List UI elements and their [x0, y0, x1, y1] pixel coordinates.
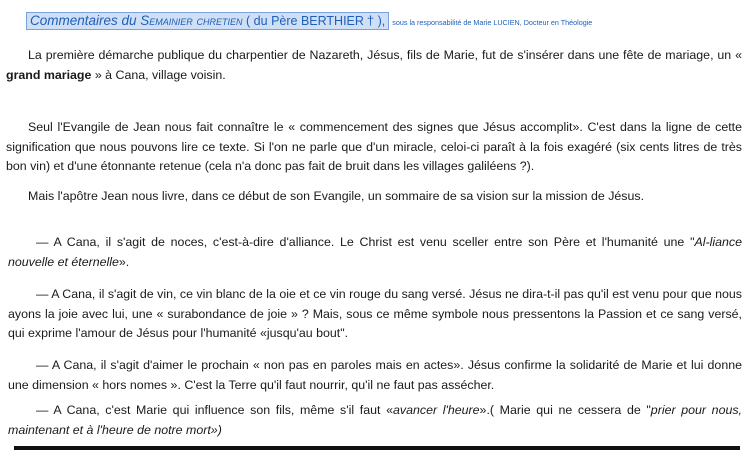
- list-item-noces: — A Cana, il s'agit de noces, c'est-à-dire d'alliance. Le Christ est venu sceller entre son Père et l'humanité une "Al-liance nouvelle et éternelle».: [8, 235, 742, 269]
- header-title: Commentaires du Semainier chretien ( du Père BERTHIER † ),: [26, 12, 389, 30]
- header-note: sous la responsabilité de Marie LUCIEN, Docteur en Théologie: [392, 18, 593, 27]
- cross-icon: †: [366, 13, 375, 28]
- header-author: Père BERTHIER: [271, 14, 364, 28]
- list-item-prochain: — A Cana, il s'agit d'aimer le prochain « non pas en paroles mais en actes». Jésus confirme la solidarité de Marie et lui donne une dimension « hors nomes ». C'est la Terre qu'il faut nourrir, qu'il ne faut pas assécher.: [8, 358, 742, 392]
- bottom-rule: [14, 446, 740, 450]
- list-item-marie: — A Cana, c'est Marie qui influence son fils, même s'il faut «avancer l'heure».( Marie qui ne cessera de "prier pour nous, maintenant et à l'heure de notre mort»): [8, 403, 742, 437]
- list-item-vin: — A Cana, il s'agit de vin, ce vin blanc de la oie et ce vin rouge du sang versé. Jésus ne dira-t-il pas qu'il est venu pour que nous ayons la joie avec lui, une « surabondance de joie » ? Mais, sous ce même symbole nous pressentons la Passion et ce sang versé, qui exprime l'amour de Jésus pour l'humanité «jusqu'au bout".: [8, 287, 742, 341]
- header-title-semainier: Semainier chretien: [140, 13, 243, 28]
- paragraph-intro: La première démarche publique du charpentier de Nazareth, Jésus, fils de Marie, fut de s'insérer dans une fête de mariage, un « grand mariage » à Cana, village voisin.: [6, 48, 742, 82]
- paragraph-sommaire: Mais l'apôtre Jean nous livre, dans ce début de son Evangile, un sommaire de sa vision sur la mission de Jésus.: [28, 189, 645, 203]
- paragraph-evangile: Seul l'Evangile de Jean nous fait connaître le « commencement des signes que Jésus accomplit». C'est dans la ligne de cette signification que nous pouvons lire ce texte. Si l'on ne parle que d'un miracle, celoi-ci paraît à la fois exagéré (six cents litres de très bon vin) et d'une étonnante retenue (cela n'a donc pas fait de bruit dans les villages galiléens ?).: [6, 120, 742, 174]
- grand-mariage-emphasis: grand mariage: [6, 67, 92, 82]
- header: [26, 12, 592, 30]
